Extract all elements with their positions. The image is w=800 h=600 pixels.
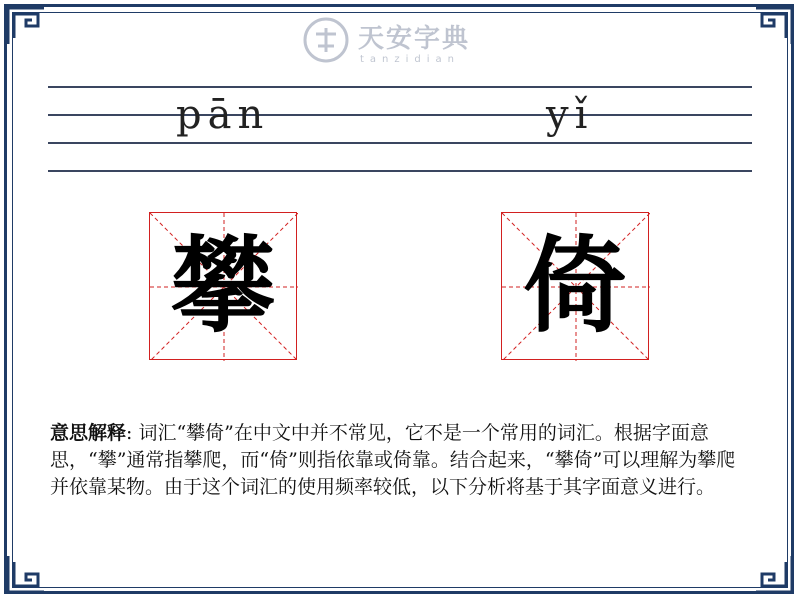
character-first: 攀 xyxy=(170,225,275,347)
staff-line xyxy=(48,86,752,88)
character-second: 倚 xyxy=(522,225,627,347)
pinyin-first: pān xyxy=(176,92,270,138)
meaning-text: : 词汇“攀倚”在中文中并不常见，它不是一个常用的词汇。根据字面意思，“攀”通常指攀爬，而“倚”则指依靠或倚靠。结合起来，“攀倚”可以理解为攀爬并依靠某物。由于这个词汇的使用频率较低，以下分析将基于其字面意义进行。 xyxy=(50,422,736,498)
corner-ornament-icon xyxy=(752,552,796,596)
logo-name: 天安字典 xyxy=(358,24,471,54)
pinyin-staff xyxy=(48,86,752,176)
corner-ornament-icon xyxy=(4,552,48,596)
meaning-label: 意思解释 xyxy=(50,422,127,444)
staff-line xyxy=(48,114,752,116)
character-grid-second xyxy=(501,212,649,360)
pinyin-second: yǐ xyxy=(546,92,594,138)
watermark-logo xyxy=(302,16,502,70)
character-grid-first xyxy=(149,212,297,360)
corner-ornament-icon xyxy=(752,4,796,48)
meaning-paragraph xyxy=(50,420,750,501)
corner-ornament-icon xyxy=(4,4,48,48)
logo-seal-icon xyxy=(302,16,350,64)
staff-line xyxy=(48,142,752,144)
logo-pinyin: tanzidian xyxy=(360,54,461,65)
staff-line xyxy=(48,170,752,172)
